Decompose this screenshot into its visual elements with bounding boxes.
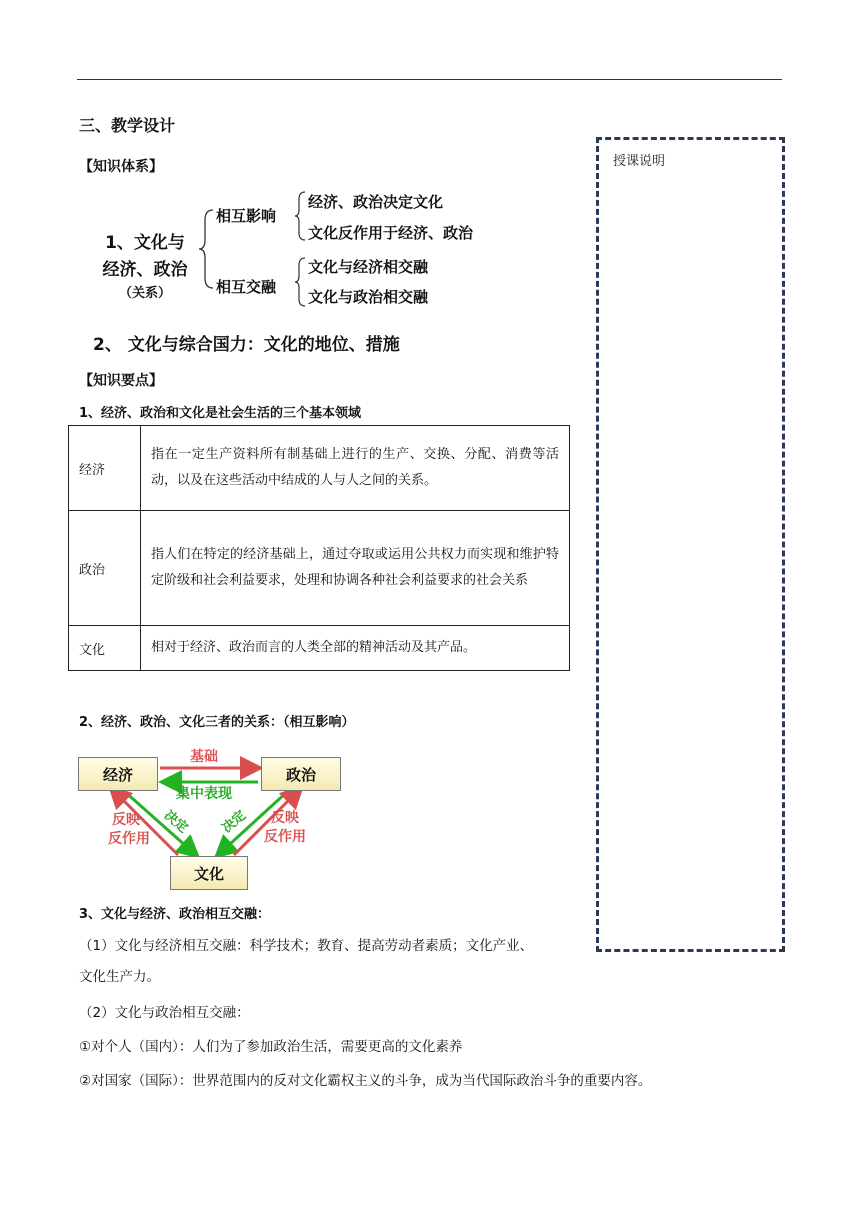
para-economy-blend: （1）文化与经济相互交融：科学技术；教育、提高劳动者素质；文化产业、 (79, 938, 534, 954)
table-value: 指人们在特定的经济基础上，通过夺取或运用公共权力而实现和维护特定阶级和社会利益要求，处理和协调各种社会利益要求的社会关系 (141, 511, 570, 626)
knowledge-system-heading: 【知识体系】 (79, 159, 163, 175)
tree-root (89, 230, 201, 304)
section-title: 三、教学设计 (79, 116, 176, 135)
box-economy: 经济 (78, 757, 158, 791)
point3-title: 3、文化与经济、政治相互交融： (79, 907, 271, 922)
tree-root-line1: 1、文化与 (105, 233, 185, 253)
label-reflect-left-1: 反映 (112, 812, 140, 828)
relationship-diagram (78, 745, 348, 890)
teaching-notes-label: 授课说明 (613, 154, 666, 169)
branch-mutual-influence: 相互影响 (216, 207, 277, 225)
table-key: 文化 (69, 626, 141, 671)
knowledge-points-heading: 【知识要点】 (79, 373, 163, 389)
sub-brace-icon (293, 256, 307, 308)
teaching-notes-box (596, 137, 785, 952)
para-nation: ②对国家（国际）：世界范围内的反对文化霸权主义的斗争，成为当代国际政治斗争的重要内容。 (79, 1073, 652, 1089)
table-value: 相对于经济、政治而言的人类全部的精神活动及其产品。 (141, 626, 570, 671)
label-decide-left: 决定 (160, 807, 191, 837)
label-reflect-right-2: 反作用 (264, 829, 306, 845)
table-row (69, 511, 570, 626)
label-reflect-left-2: 反作用 (108, 831, 150, 847)
para-individual: ①对个人（国内）：人们为了参加政治生活，需要更高的文化素养 (79, 1039, 463, 1055)
branch-mutual-blending: 相互交融 (216, 278, 277, 296)
tree-root-sub: （关系） (118, 286, 171, 301)
para-economy-blend-cont: 文化生产力。 (79, 969, 160, 985)
sub-brace-icon (293, 190, 307, 242)
knowledge-tree (85, 186, 515, 306)
label-reflect-left (108, 811, 150, 849)
table-key: 经济 (69, 426, 141, 511)
point2-title: 2、经济、政治、文化三者的关系：（相互影响） (79, 715, 355, 730)
box-politics: 政治 (261, 757, 341, 791)
label-reflect-right-1: 反映 (271, 810, 299, 826)
table-value: 指在一定生产资料所有制基础上进行的生产、交换、分配、消费等活动，以及在这些活动中结成的人与人之间的关系。 (141, 426, 570, 511)
header-rule (77, 79, 782, 80)
label-decide-right: 决定 (219, 807, 250, 837)
point1-title: 1、经济、政治和文化是社会生活的三个基本领域 (79, 406, 362, 421)
table-row (69, 626, 570, 671)
tree-item-2: 2、 文化与综合国力：文化的地位、措施 (93, 335, 400, 355)
table-key: 政治 (69, 511, 141, 626)
table-row (69, 426, 570, 511)
tree-root-line2: 经济、政治 (102, 260, 188, 280)
leaf-economy-politics-decide: 经济、政治决定文化 (308, 193, 444, 211)
leaf-culture-economy: 文化与经济相交融 (308, 258, 429, 276)
leaf-culture-reacts: 文化反作用于经济、政治 (308, 224, 474, 242)
domains-table (68, 425, 570, 671)
para-politics-blend: （2）文化与政治相互交融： (79, 1005, 250, 1021)
label-reflect-right (264, 809, 306, 847)
leaf-culture-politics: 文化与政治相交融 (308, 288, 429, 306)
box-culture: 文化 (170, 856, 248, 890)
main-brace-icon (197, 208, 215, 290)
label-basis: 基础 (190, 749, 218, 765)
label-concentrated: 集中表现 (176, 786, 232, 802)
